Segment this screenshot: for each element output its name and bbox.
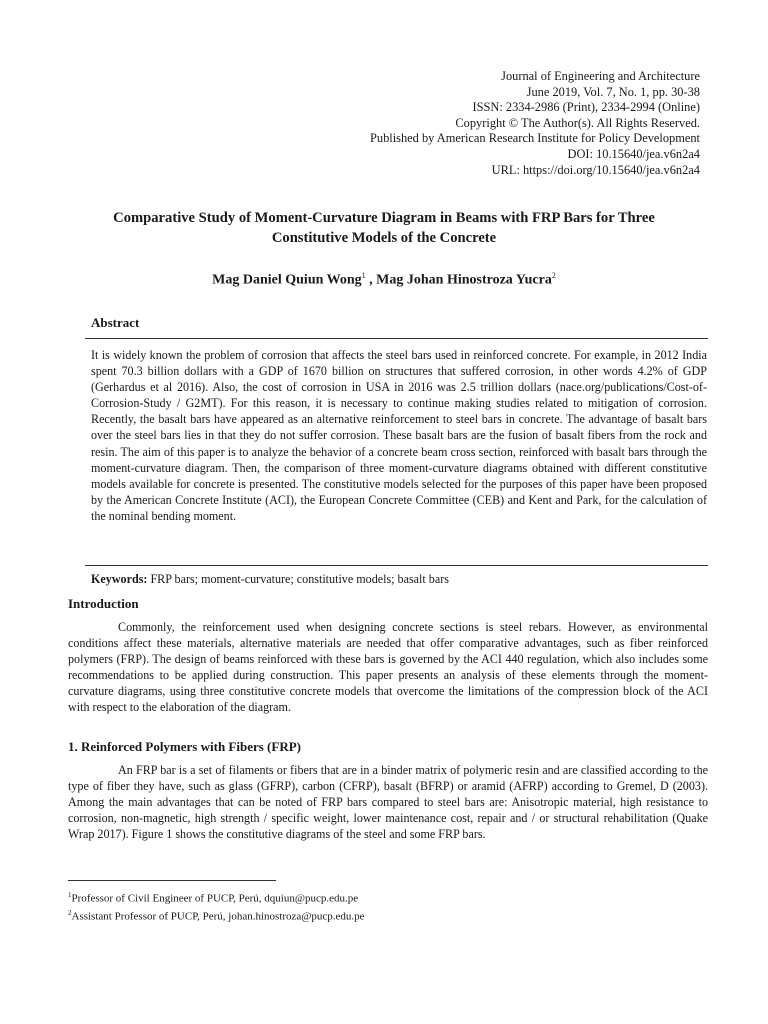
footnote-divider bbox=[68, 880, 276, 881]
keywords bbox=[91, 572, 707, 587]
abstract-heading: Abstract bbox=[91, 315, 140, 330]
author-2: Mag Johan Hinostroza Yucra bbox=[376, 272, 552, 288]
author-1-footnote-mark[interactable]: 1 bbox=[361, 271, 366, 280]
author-list bbox=[70, 271, 698, 289]
journal-copyright: Copyright © The Author(s). All Rights Reserved. bbox=[455, 115, 700, 130]
journal-doi[interactable]: DOI: 10.15640/jea.v6n2a4 bbox=[567, 146, 700, 161]
abstract-bottom-rule bbox=[85, 565, 708, 566]
footnote-2 bbox=[68, 909, 365, 923]
paper-title-line-1: Comparative Study of Moment-Curvature Diagram in Beams with FRP Bars for Three bbox=[113, 210, 655, 226]
footnote-2-text: Assistant Professor of PUCP, Perú, johan.hinostroza@pucp.edu.pe bbox=[71, 910, 365, 923]
abstract-text: It is widely known the problem of corrosion that affects the steel bars used in reinforced concrete. For example, in 2012 India spent 70.3 billion dollars with a GDP of 1670 billion on structures that suffered corrosion, in other words 4.2% of GDP (Gerhardus et al 2016). Also, the cost of corrosion in USA in 2016 was 2.5 trillion dollars (nace.org/publications/Cost-of-Corrosion-Study / G2MT). For this reason, it is necessary to continue making studies related to mitigation of corrosion. Recently, the basalt bars have appeared as an alternative reinforcement to steel bars in concrete. The advantage of basalt bars over the steel bars lies in that they do not suffer corrosion. These basalt bars are the fusion of basalt fibers from the rock and resin. The aim of this paper is to analyze the behavior of a concrete beam cross section, reinforced with basalt bars through the moment-curvature diagram. Then, the comparison of three moment-curvature diagrams obtained with different constitutive models available for concrete is presented. The constitutive models selected for the purposes of this paper have been proposed by the American Concrete Institute (ACI), the European Concrete Committee (CEB) and Kent and Park, for the calculation of the nominal bending moment. bbox=[91, 348, 707, 523]
author-1: Mag Daniel Quiun Wong bbox=[212, 272, 362, 288]
journal-publisher: Published by American Research Institute for Policy Development bbox=[370, 131, 700, 146]
footnote-1-text: Professor of Civil Engineer of PUCP, Perú, dquiun@pucp.edu.pe bbox=[71, 892, 359, 905]
journal-url[interactable]: URL: https://doi.org/10.15640/jea.v6n2a4 bbox=[491, 162, 700, 177]
section-1-paragraph: An FRP bar is a set of filaments or fibers that are in a binder matrix of polymeric resin and are classified according to the type of fiber they have, such as glass (GFRP), carbon (CFRP), basalt (BFRP) or aramid (AFRP) according to Gremel, D (2003). Among the main advantages that can be noted of FRP bars compared to steel bars are: Anisotropic material, high resistance to corrosion, non-magnetic, high strength / specific weight, lower maintenance cost, repair and / or structural rehabilitation (Quake Wrap 2017). Figure 1 shows the constitutive diagrams of the steel and some FRP bars. bbox=[68, 763, 708, 842]
journal-header bbox=[370, 69, 700, 178]
journal-issue: June 2019, Vol. 7, No. 1, pp. 30-38 bbox=[526, 84, 700, 99]
journal-issn: ISSN: 2334-2986 (Print), 2334-2994 (Online) bbox=[472, 100, 700, 115]
introduction-heading: Introduction bbox=[68, 596, 139, 611]
abstract-top-rule bbox=[85, 338, 708, 339]
author-separator: , bbox=[365, 272, 377, 288]
footnote-1-mark: 1 bbox=[68, 891, 72, 899]
keywords-text: FRP bars; moment-curvature; constitutive models; basalt bars bbox=[147, 572, 449, 586]
paper-title bbox=[70, 208, 698, 248]
paper-title-line-2: Constitutive Models of the Concrete bbox=[271, 230, 497, 246]
footnote-2-mark: 2 bbox=[68, 909, 72, 917]
keywords-label: Keywords: bbox=[91, 572, 148, 586]
author-2-footnote-mark[interactable]: 2 bbox=[551, 271, 556, 280]
journal-name: Journal of Engineering and Architecture bbox=[501, 69, 700, 83]
footnote-1 bbox=[68, 891, 358, 905]
section-1-heading: 1. Reinforced Polymers with Fibers (FRP) bbox=[68, 739, 301, 754]
introduction-paragraph: Commonly, the reinforcement used when designing concrete sections is steel rebars. However, as environmental conditions affect these materials, alternative materials are needed that offer comparative advantages, such as fiber reinforced polymers (FRP). The design of beams reinforced with these bars is governed by the ACI 440 regulation, which also includes some recommendations to be applied during construction. This paper presents an analysis of these elements through the moment-curvature diagrams, using three constitutive concrete models that overcome the limitations of the compression block of the ACI with respect to the elaboration of the diagram. bbox=[68, 620, 708, 715]
